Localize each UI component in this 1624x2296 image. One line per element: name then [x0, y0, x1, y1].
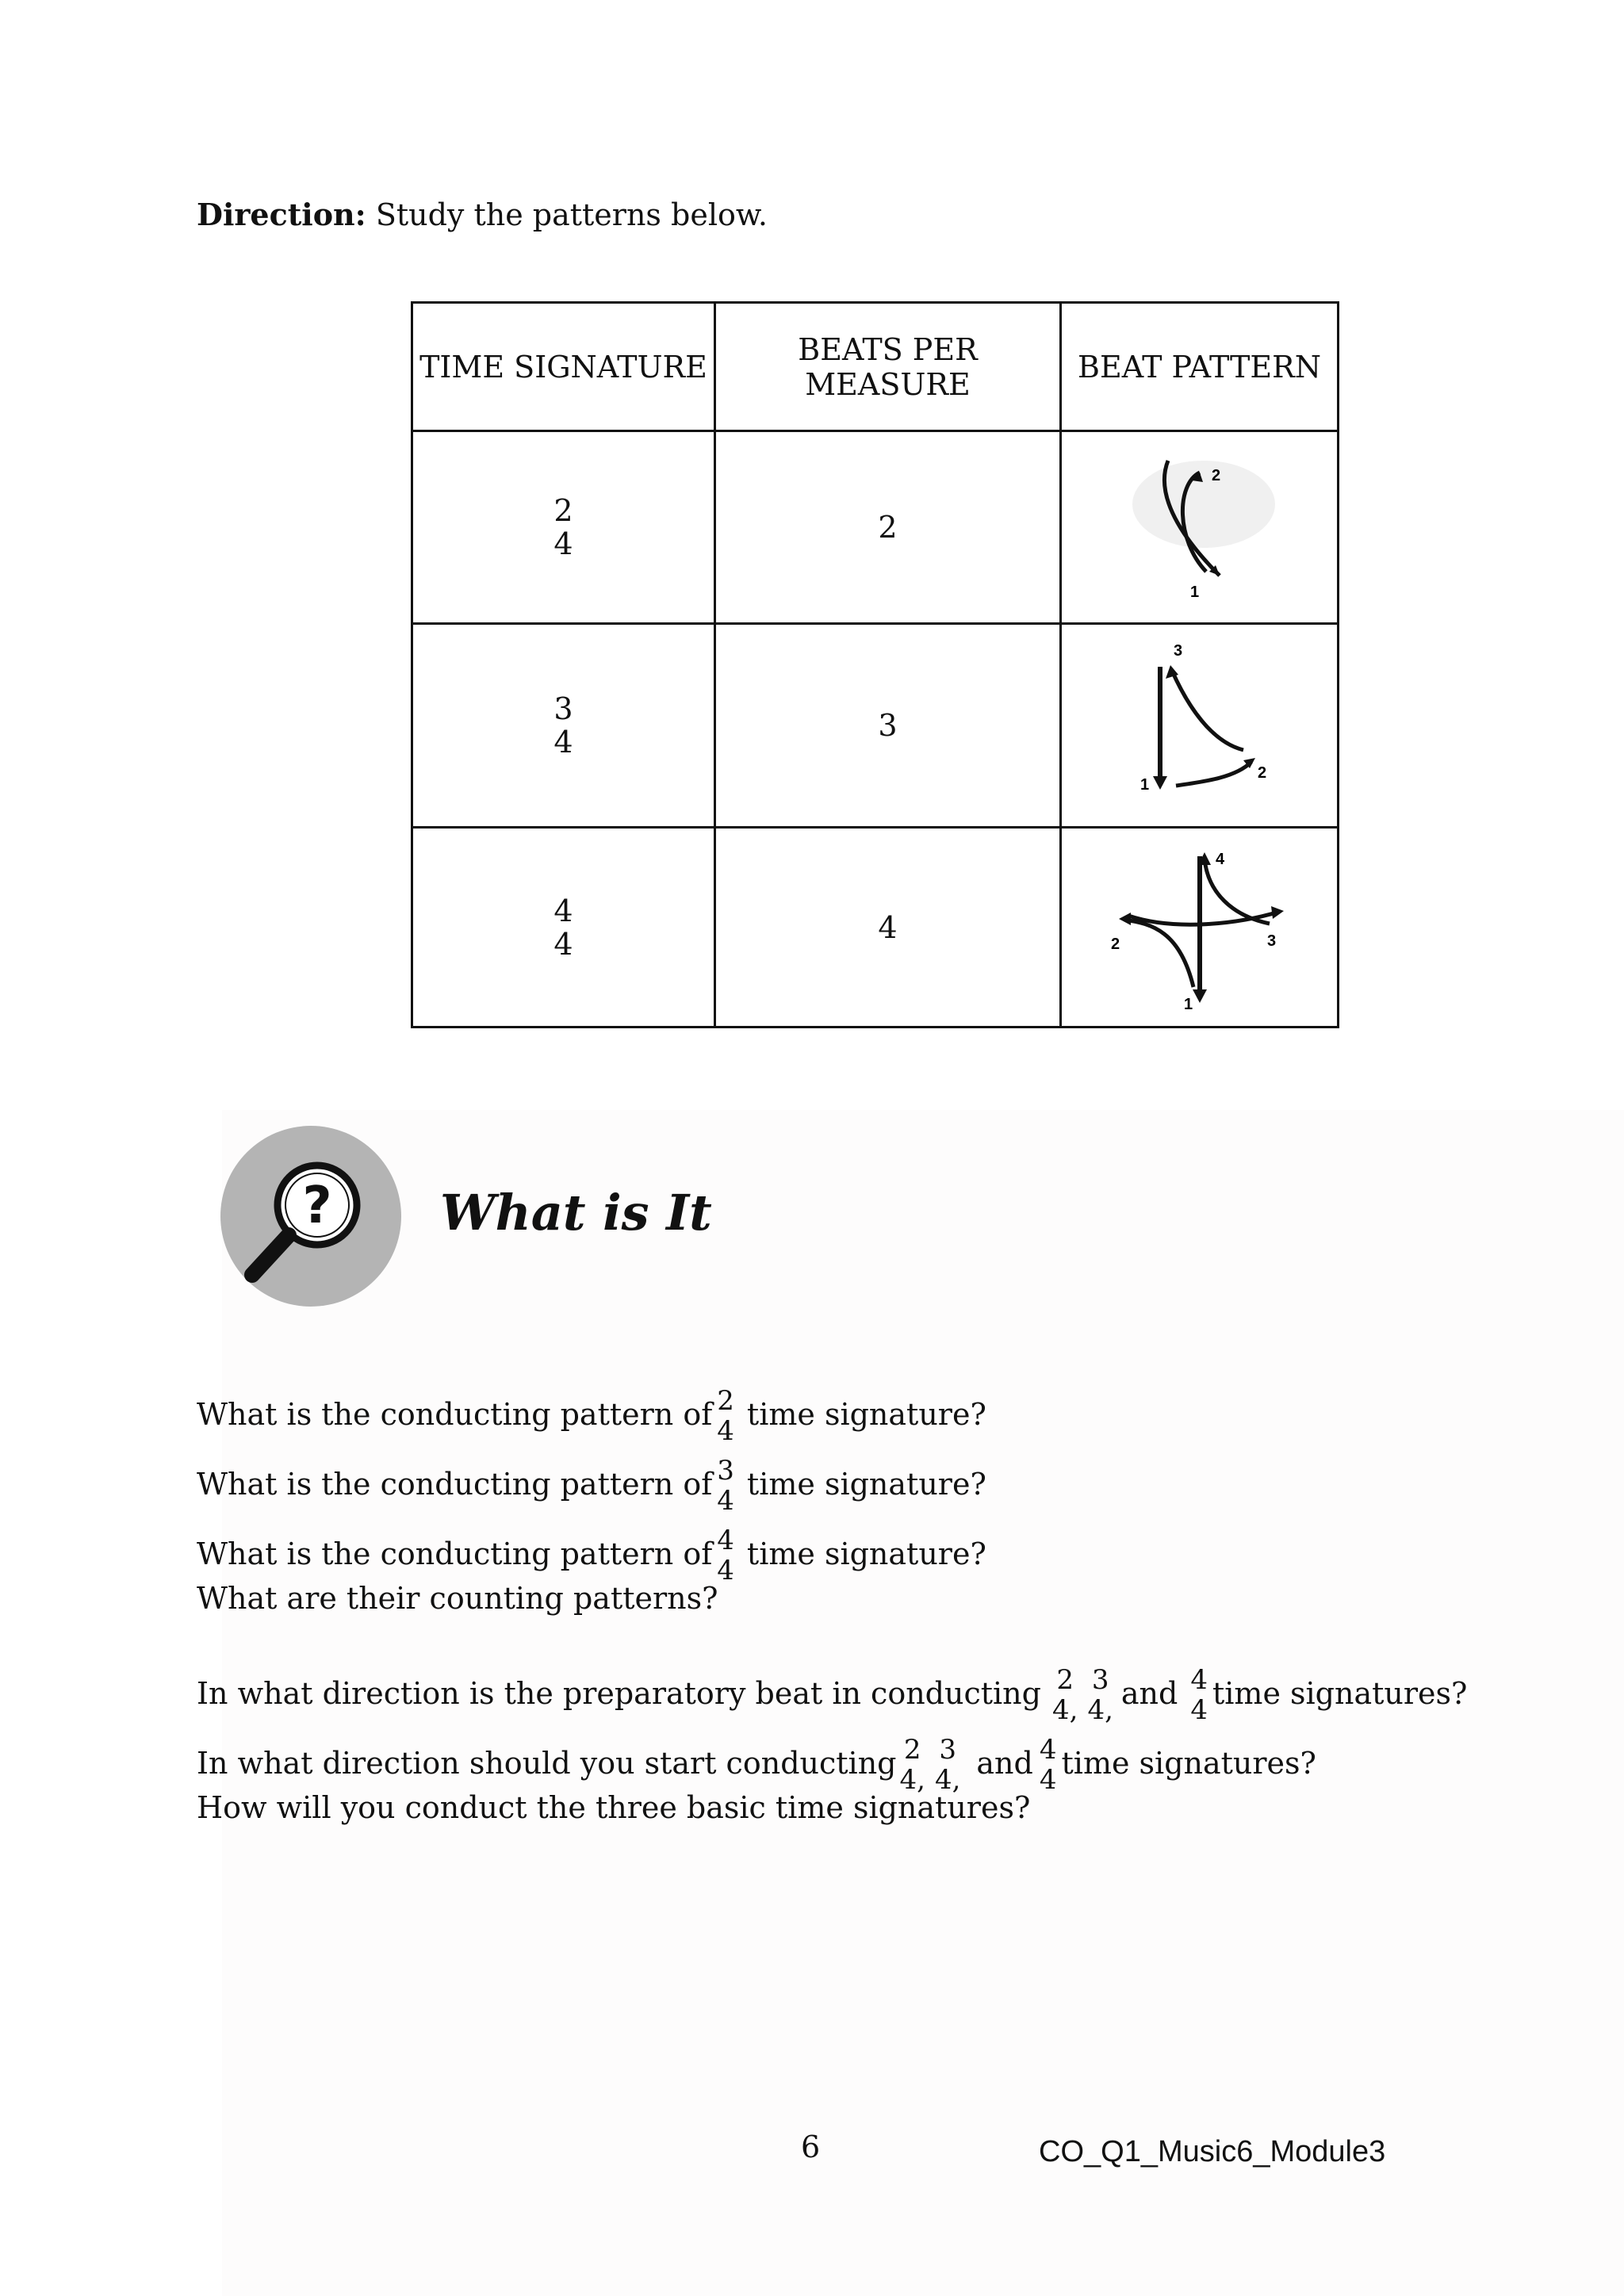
- beat-label: 1: [1189, 583, 1199, 601]
- time-signature-fraction: [553, 895, 573, 962]
- fraction-bottom: 4: [1190, 1694, 1208, 1726]
- inline-fraction: [935, 1735, 960, 1795]
- question-text: What is the conducting pattern of: [197, 1397, 713, 1432]
- table-row: [412, 431, 1339, 624]
- duple-conducting-pattern-icon: [1120, 445, 1279, 603]
- fraction-bottom: 4: [717, 1415, 734, 1447]
- header-beats-per-measure: BEATS PER MEASURE: [715, 303, 1061, 431]
- question-3: [197, 1511, 986, 1586]
- question-text: What are their counting patterns?: [197, 1581, 718, 1616]
- inline-fraction: [1040, 1735, 1057, 1795]
- fraction-top: 3: [1091, 1664, 1109, 1696]
- time-signature-fraction: [553, 495, 573, 561]
- quadruple-conducting-pattern-icon: [1105, 836, 1295, 1011]
- fraction-bottom: 4: [553, 526, 573, 561]
- module-code: CO_Q1_Music6_Module3: [1039, 2135, 1386, 2168]
- fraction-top: 3: [939, 1734, 956, 1766]
- inline-fraction: [717, 1456, 734, 1516]
- fraction-bottom: 4: [717, 1555, 734, 1586]
- beat-label: 1: [1139, 775, 1149, 794]
- inline-fraction: [900, 1735, 925, 1795]
- inline-fraction: [1190, 1665, 1208, 1725]
- time-signature-cell: [412, 828, 715, 1027]
- question-5: [197, 1651, 1468, 1726]
- question-text: time signature?: [746, 1536, 986, 1571]
- question-4: [197, 1581, 718, 1616]
- fraction-top: 2: [717, 1385, 734, 1417]
- beat-label: 1: [1183, 996, 1193, 1011]
- time-signature-cell: [412, 431, 715, 624]
- inline-fraction: [717, 1525, 734, 1586]
- beat-label: 2: [1211, 466, 1220, 484]
- direction-line: [197, 195, 768, 235]
- inline-fraction: [1052, 1665, 1078, 1725]
- question-text: time signature?: [746, 1467, 986, 1502]
- question-7: [197, 1790, 1030, 1825]
- fraction-top: 4: [1190, 1664, 1208, 1696]
- fraction-top: 2: [1056, 1664, 1074, 1696]
- question-text: time signature?: [746, 1397, 986, 1432]
- table-row: [412, 624, 1339, 828]
- question-text: time signatures?: [1061, 1746, 1316, 1781]
- question-text: What is the conducting pattern of: [197, 1467, 713, 1502]
- beats-cell: 2: [715, 431, 1061, 624]
- fraction-top: 4: [717, 1525, 734, 1556]
- beat-label: 2: [1110, 936, 1120, 953]
- direction-label: Direction:: [197, 197, 366, 232]
- fraction-bottom: 4: [553, 725, 573, 760]
- magnifying-question-icon: [220, 1126, 401, 1307]
- beats-cell: 4: [715, 828, 1061, 1027]
- beat-label: 3: [1266, 932, 1276, 950]
- question-text: and: [1120, 1676, 1178, 1711]
- question-6: [197, 1720, 1316, 1796]
- fraction-top: 2: [903, 1734, 921, 1766]
- header-beat-pattern: BEAT PATTERN: [1061, 303, 1339, 431]
- fraction-bottom: 4: [553, 926, 573, 962]
- fraction-top: 3: [553, 691, 573, 727]
- inline-fraction: [1087, 1665, 1113, 1725]
- triple-conducting-pattern-icon: [1116, 635, 1283, 809]
- pattern-cell: [1061, 624, 1339, 828]
- fraction-bottom: 4,: [1087, 1694, 1113, 1726]
- inline-fraction: [717, 1386, 734, 1446]
- direction-text: Study the patterns below.: [375, 197, 768, 232]
- fraction-top: 2: [553, 493, 573, 529]
- fraction-bottom: 4: [1039, 1764, 1057, 1796]
- fraction-bottom: 4,: [1051, 1694, 1078, 1726]
- beat-pattern-table: [411, 301, 1339, 1028]
- beat-label: 2: [1257, 763, 1266, 782]
- question-1: [197, 1372, 986, 1447]
- beat-label: 4: [1215, 851, 1224, 868]
- question-2: [197, 1441, 986, 1517]
- section-title: What is It: [440, 1184, 712, 1242]
- fraction-top: 3: [717, 1455, 734, 1487]
- table-row: [412, 828, 1339, 1027]
- question-text: time signatures?: [1212, 1676, 1468, 1711]
- fraction-bottom: 4: [717, 1485, 734, 1517]
- svg-text:?: ?: [302, 1177, 332, 1235]
- fraction-top: 4: [553, 893, 573, 928]
- question-text: and: [976, 1746, 1033, 1781]
- question-text: In what direction should you start conducting: [197, 1746, 897, 1781]
- time-signature-fraction: [553, 693, 573, 760]
- beat-label: 3: [1173, 641, 1182, 660]
- fraction-bottom: 4,: [934, 1764, 961, 1796]
- question-text: In what direction is the preparatory beat in conducting: [197, 1676, 1041, 1711]
- magnifier-glyph: [220, 1126, 401, 1307]
- page-number: 6: [801, 2130, 821, 2164]
- pattern-cell: [1061, 431, 1339, 624]
- table-header-row: [412, 303, 1339, 431]
- fraction-top: 4: [1039, 1734, 1057, 1766]
- question-text: What is the conducting pattern of: [197, 1536, 713, 1571]
- question-text: How will you conduct the three basic time signatures?: [197, 1790, 1031, 1825]
- fraction-bottom: 4,: [899, 1764, 925, 1796]
- header-time-signature: TIME SIGNATURE: [412, 303, 715, 431]
- pattern-cell: [1061, 828, 1339, 1027]
- time-signature-cell: [412, 624, 715, 828]
- beats-cell: 3: [715, 624, 1061, 828]
